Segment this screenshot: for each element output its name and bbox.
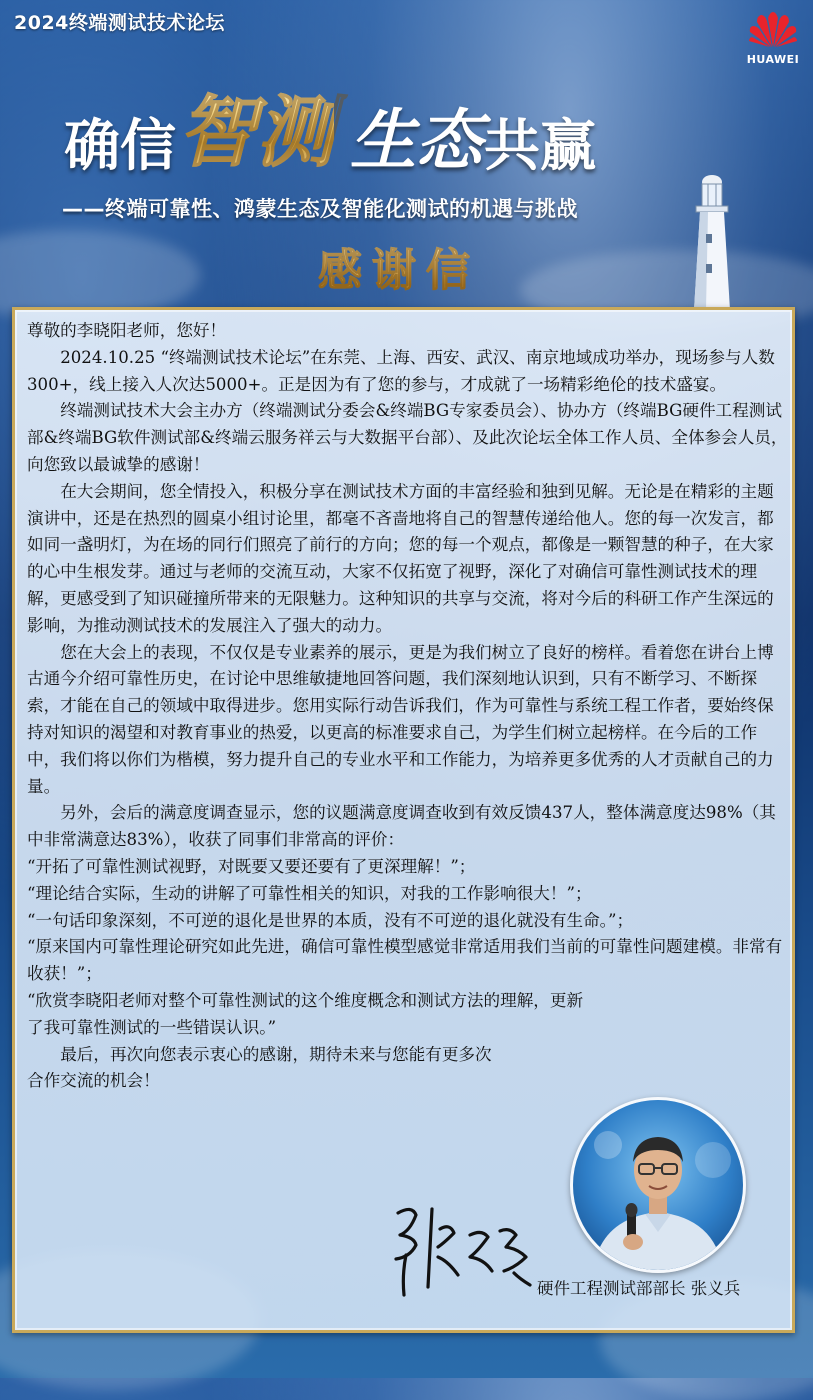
title-part-3: 生态 [350, 101, 483, 179]
letter-paragraph: 另外，会后的满意度调查显示，您的议题满意度调查收到有效反馈437人，整体满意度达98%（其中非常满意达83%），收获了同事们非常高的评价： [27, 803, 776, 850]
letter-paragraph: 在大会期间，您全情投入，积极分享在测试技术方面的丰富经验和独到见解。无论是在精彩的主题演讲中，还是在热烈的圆桌小组讨论里，都毫不吝啬地将自己的智慧传递给他人。您的每一次发言，都如同一盏明灯，为在场的同行们照亮了前行的方向；您的每一个观点，都像是一颗智慧的种子，在大家的心中生根发芽。通过与老师的交流互动，大家不仅拓宽了视野，深化了对确信可靠性测试技术的理解，更感受到了知识碰撞所带来的无限魅力。这种知识的共享与交流，将对今后的科研工作产生深远的影响，为推动测试技术的发展注入了强大的动力。 [27, 481, 774, 635]
lighthouse-icon [684, 172, 740, 310]
logo-text: HUAWEI [746, 53, 800, 66]
huawei-petal-icon [748, 10, 798, 48]
letter-title: 感谢信 [318, 234, 480, 298]
letter-body [27, 318, 790, 1095]
signer-title: 硬件工程测试部部长 张义兵 [537, 1279, 741, 1298]
title-part-4: 共赢 [484, 113, 597, 179]
letter-greeting: 尊敬的李晓阳老师，您好！ [27, 321, 227, 340]
huawei-logo [745, 10, 801, 66]
title-part-1: 确信 [64, 113, 176, 179]
letter-paragraph: 您在大会上的表现，不仅仅是专业素养的展示，更是为我们树立了良好的榜样。看着您在讲台上博古通今介绍可靠性历史，在讨论中思维敏捷地回答问题，我们深刻地认识到，只有不断学习、不断探索，才能在自己的领域中取得进步。您用实际行动告诉我们，作为可靠性与系统工程工作者，要始终保持对知识的渴望和对教育事业的热爱，以更高的标准要求自己，为学生们树立起榜样。在今后的工作中，我们将以你们为楷模，努力提升自己的专业水平和工作能力，为培养更多优秀的人才贡献自己的力量。 [27, 642, 774, 796]
feedback-quote: “开拓了可靠性测试视野，对既要又要还要有了更深理解！”； [27, 856, 476, 876]
speaker-portrait-image [573, 1100, 743, 1270]
letter-closing: 最后，再次向您表示衷心的感谢，期待未来与您能有更多次合作交流的机会！ [27, 1044, 492, 1091]
handwritten-signature [380, 1195, 550, 1300]
main-title [64, 70, 596, 182]
feedback-quote: “理论结合实际，生动的讲解了可靠性相关的知识，对我的工作影响很大！”； [27, 883, 592, 903]
feedback-quote: “原来国内可靠性理论研究如此先进，确信可靠性模型感觉非常适用我们当前的可靠性问题建模。非常有收获！”； [27, 937, 783, 984]
subtitle: ——终端可靠性、鸿蒙生态及智能化测试的机遇与挑战 [62, 197, 578, 221]
feedback-quote: “一句话印象深刻，不可逆的退化是世界的本质，没有不可逆的退化就没有生命。”； [27, 910, 634, 930]
feedback-quote: “欣赏李晓阳老师对整个可靠性测试的这个维度概念和测试方法的理解，更新了我可靠性测试的一些错误认识。” [27, 990, 584, 1037]
letter-paragraph: 终端测试技术大会主办方（终端测试分委会&终端BG专家委员会）、协办方（终端BG硬件工程测试部&终端BG软件测试部&终端云服务祥云与大数据平台部）、及此次论坛全体工作人员、全体参会人员，向您致以最诚挚的感谢！ [27, 401, 788, 474]
forum-tag: 2024终端测试技术论坛 [14, 12, 225, 34]
speaker-photo [570, 1097, 746, 1273]
title-part-2: 智测 [178, 70, 334, 182]
letter-paragraph: 2024.10.25 “终端测试技术论坛”在东莞、上海、西安、武汉、南京地域成功举办，现场参与人数300+，线上接入人次达5000+。正是因为有了您的参与，才成就了一场精彩绝伦的技术盛宴。 [27, 347, 775, 394]
